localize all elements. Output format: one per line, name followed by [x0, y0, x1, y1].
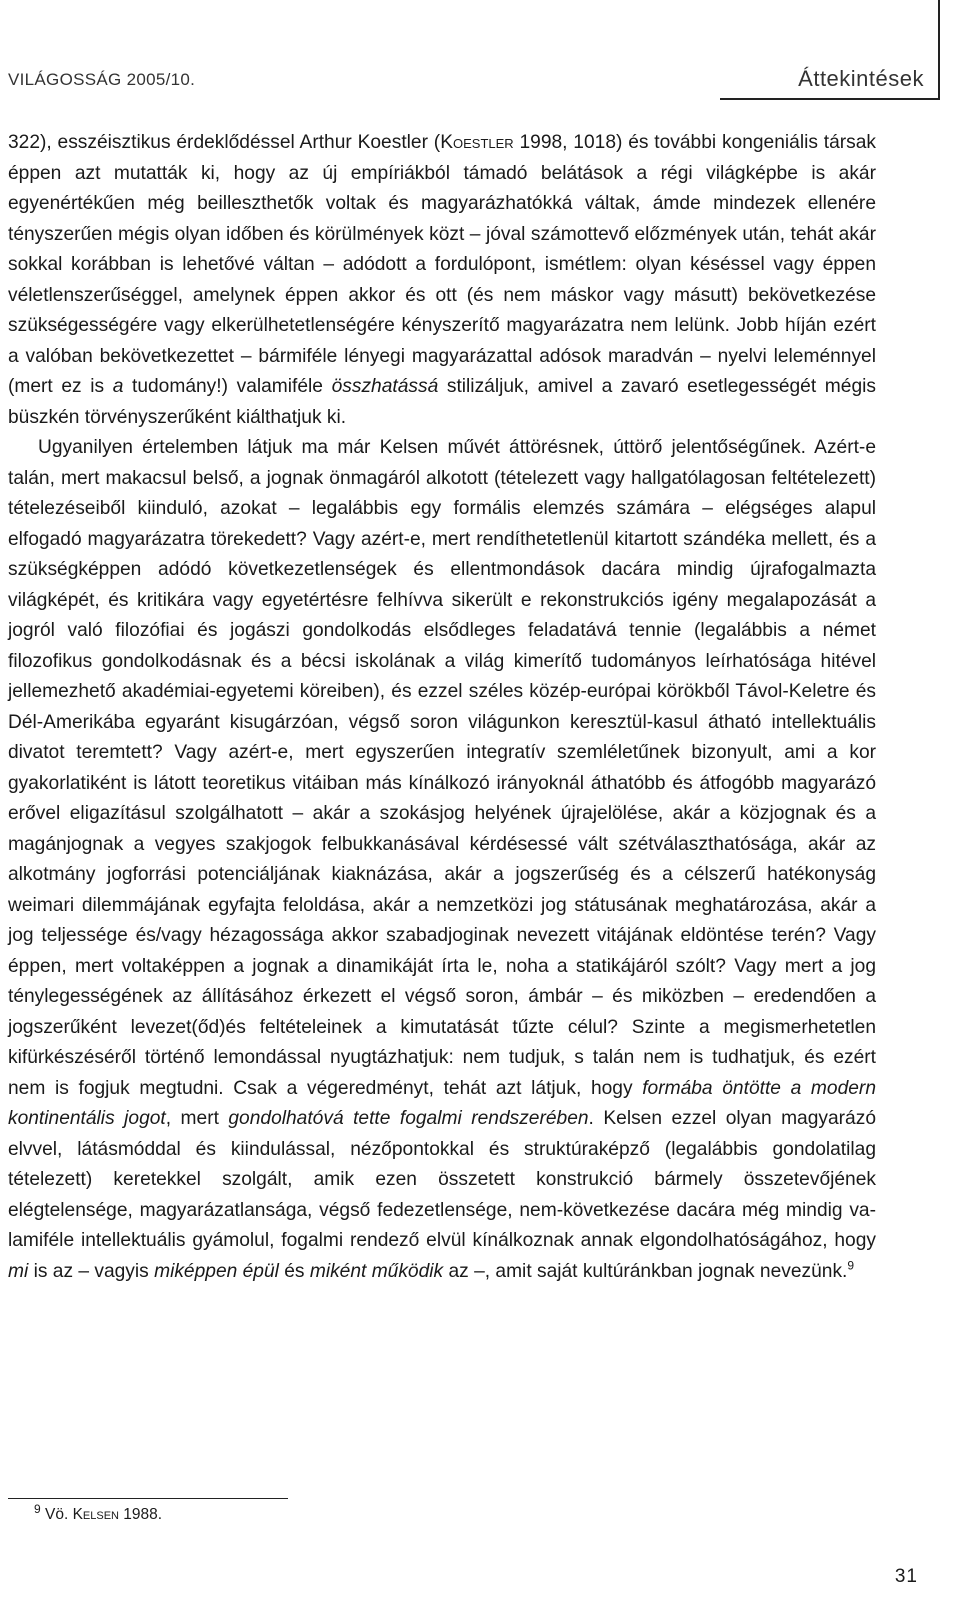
text-run: . Kelsen ezzel olyan magyarázó elvvel, látásmóddal és kiindulással, nézőpontokkal és struktúraképző (legalábbis gondolatilag tételezett) keretekkel szolgált, amik ezen összetett konstrukció bármely összetevőjének elégtelensége, magyarázatlansága, végső fedezetlensége, nem-következése dacára még mindig valamiféle intellektuális gyámolul, fogalmi rendező elvül kínálkoznak annak elgondolhatóságához, hogy [8, 1108, 876, 1251]
emphasis: összhatássá [331, 376, 439, 397]
footnote-author: Kelsen [72, 1506, 119, 1523]
author-name: Koestler [440, 132, 514, 153]
emphasis: formába öntötte a modern kontinentális jogot [8, 1077, 876, 1129]
text-run: , mert [165, 1108, 229, 1129]
text-run: is az – vagyis [28, 1260, 155, 1282]
journal-title: VILÁGOSSÁG 2005/10. [8, 70, 196, 89]
header-horizontal-rule [720, 98, 940, 100]
footnote-separator [8, 1498, 288, 1499]
emphasis: miképpen épül [154, 1260, 279, 1282]
text-run: az –, amit saját kultúránkban jognak nevezünk. [443, 1260, 848, 1282]
footnote-year: 1988. [119, 1506, 163, 1523]
footnote-text: Vö. [45, 1506, 73, 1523]
header-vertical-rule [938, 0, 940, 100]
paragraph-1 [8, 128, 876, 433]
text-run: és [278, 1260, 310, 1282]
section-title: Áttekintések [798, 66, 924, 91]
article-body [8, 128, 876, 1287]
text-run: 1998, 1018) és további kongeniális társak éppen azt mutatták ki, hogy az új empíriákból támadó belátások a régi világképbe is akár egyenértékűen még beilleszthetők voltak és magyarázhatókká váltak, ámde mindezek ellenére tényszerűen mégis olyan időben és körülmények közt – jóval számottevő előzmények után, tehát akár sokkal korábban is lehetővé váltan – adódott a fordulópont, ismétlem: olyan késéssel vagy éppen véletlenszerűséggel, amelynek éppen akkor és ott (és nem máskor vagy másutt) bekövetkezése szükségességére vagy elkerülhetetlenségére kényszerítő magyarázatra nem lelünk. Jobb híján ezért a valóban bekövetkezettet – bármiféle lényegi magyarázattal adósok maradván – nyelvi leleménnyel (mert ez is [8, 132, 877, 397]
emphasis: miként működik [309, 1260, 444, 1282]
text-run: stilizáljuk, amivel a zavaró esetlegességét mégis büszkén törvényszerűként kiálthatjuk ki. [8, 376, 876, 428]
emphasis: a [112, 376, 124, 397]
footnote-number: 9 [34, 1501, 41, 1516]
text-run: tudomány!) valamiféle [123, 376, 332, 397]
footnote-reference[interactable]: 9 [847, 1258, 855, 1273]
emphasis: mi [8, 1260, 29, 1282]
page-number: 31 [894, 1566, 918, 1587]
text-run: 322), esszéisztikus érdeklődéssel Arthur Koestler ( [8, 132, 441, 153]
emphasis: gondolhatóvá tette fogalmi rendszerében [228, 1108, 589, 1129]
footnote [34, 1501, 163, 1524]
running-header [8, 64, 940, 104]
paragraph-2 [8, 433, 876, 1287]
text-run: Ugyanilyen értelemben látjuk ma már Kelsen művét áttörésnek, úttörő jelentőségűnek. Azért-e talán, mert makacsul belső, a jognak önmagáról alkotott (tételezett vagy hallgatólagosan feltételezett) tételezéseiből kiinduló, azokat – legalábbis egy formális elemzés számára – elégséges alapul elfogadó magyarázatra törekedett? Vagy azért-e, mert rendíthetetlenül kitartott szándéka mellett, és a szükségképpen adódó következetlenségek és ellentmondások dacára mindig újrafogalmazta világképét, és kritikára vagy egyetértésre felhívva sikerült e rekonstrukciós igény megalapozását a jogról való filozófiai és jogászi gondolkodás elsődleges feladatává tennie (legalábbis a német filozofikus gondolkodásnak és a bécsi iskolának a világ kimerítő tudományos leírhatósága hitével jellemezhető akadémiai-egyetemi köreiben), és ezzel széles közép-európai körökből Távol-Keletre és Dél-Amerikába egyaránt kisugárzóan, végső soron világunkon keresztül-kasul átható intellektuális divatot teremtett? Vagy azért-e, mert egyszerűen integratív szemléletűnek bizonyult, ami a kor gyakorlatiként is látott teoretikus vitáiban más kínálkozó irányoknál áthatóbb és átfogóbb magyarázó erővel eligazításul szolgálhatott – akár a szokásjog helyének újrajelölése, akár a közjognak és a magánjognak a vegyes szakjogok felbukkanásával kérdésessé vált szétválaszthatósága, akár az alkotmány jogforrási potenciáljának kiaknázása, akár a jogszerűség és a célszerű hatékonyság weimari dilemmájának egyfajta feloldása, akár a nemzetközi jog státusának meghatározása, akár a jog teljessége és/vagy hézagossága akkor szabadjoginak nevezett vitájának eldöntése terén? Vagy éppen, mert voltaképpen a jognak a dinamikáját írta le, noha a statikájáról szólt? Vagy mert a jog ténylegességének az állításához érkezett el végső soron, ámbár – és miközben – eredendően a jogszerűként levezet(őd)és feltételeinek a kimutatását tűzte célul? Szinte a megismerhetetlen kifürkészéséről történő lemondással nyugtázhatjuk: nem tudjuk, s talán nem is tudhatjuk, és ezért nem is fogjuk megtudni. Csak a végeredményt, tehát azt látjuk, hogy [8, 437, 876, 1099]
